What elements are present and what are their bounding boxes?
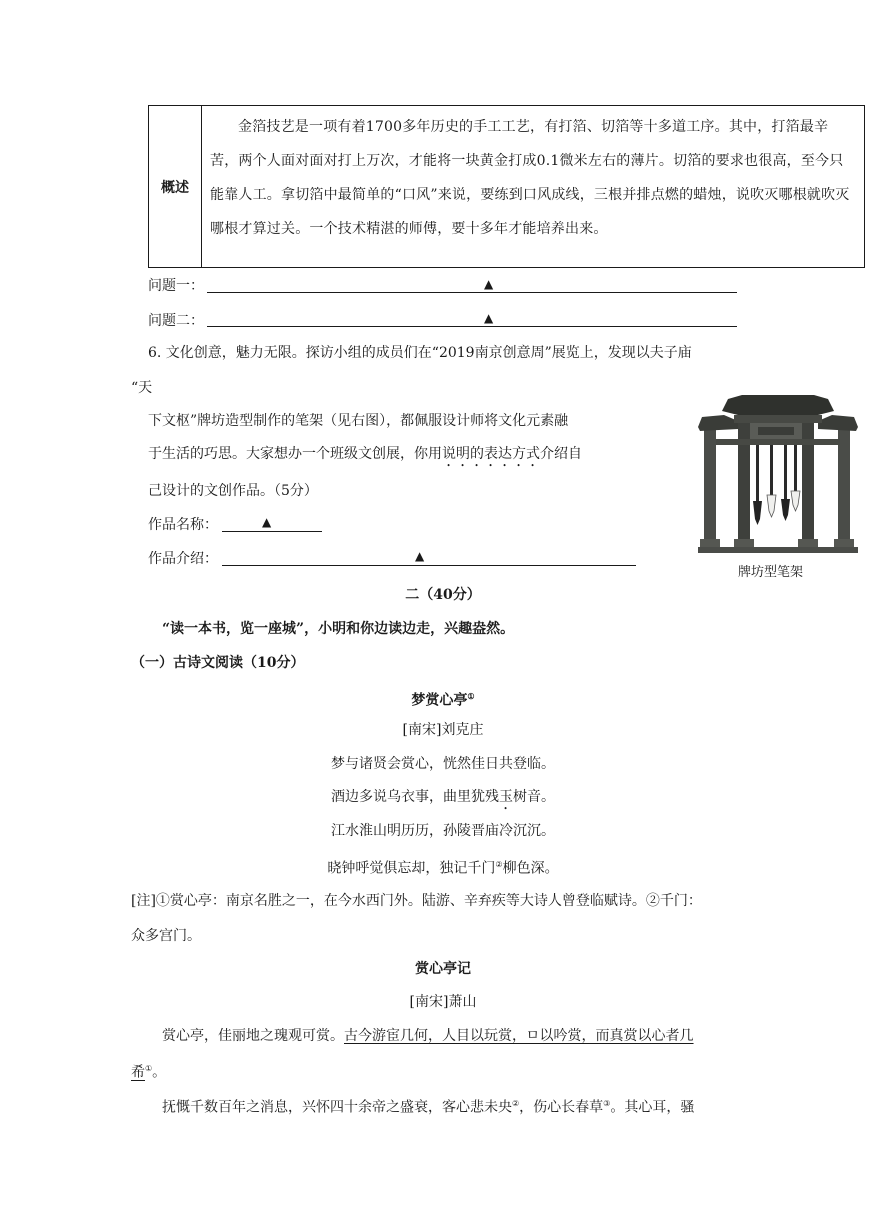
poem-line-2-start: 酒边多说乌衣事，曲里犹残 [331,789,499,805]
summary-table [148,105,865,268]
q6-line-4-start: 于生活的巧思。大家想办一个班级文创展，你用 [148,446,442,462]
essay-note-3: ③ [603,1099,611,1108]
archway-penholder-image [698,393,858,555]
q6-line-5: 己设计的文创作品。（5分） [148,483,318,499]
section-two-heading: 二（40分） [405,587,481,603]
essay-note-1: ① [145,1064,153,1073]
q6-line-3: 下文枢”牌坊造型制作的笔架（见右图），都佩服设计师将文化元素融 [148,413,569,429]
work-intro-triangle-icon: ▲ [415,549,425,563]
work-name-label: 作品名称： [148,517,218,533]
essay-author: [南宋]萧山 [409,994,477,1010]
image-caption: 牌坊型笔架 [738,565,804,580]
question-1-answer-line[interactable] [207,292,737,293]
essay-paragraph-1-line-1 [162,1026,694,1046]
essay-note-2: ② [512,1099,520,1108]
question-2-triangle-icon: ▲ [484,311,494,325]
poem-notes-line-2: 众多宫门。 [131,928,201,944]
essay-p2-middle: ，伤心长春草 [519,1099,604,1116]
q6-line-4-end: 介绍自 [540,446,582,462]
question-2-answer-line[interactable] [207,326,737,327]
poem-line-2 [148,787,738,813]
poem-line-3: 江水淮山明历历，孙陵晋庙冷沉沉。 [331,823,555,839]
essay-underlined-end: 希 [131,1064,145,1081]
q6-line-4 [148,444,582,470]
work-intro-answer-line[interactable] [222,565,636,566]
question-1-triangle-icon: ▲ [484,277,494,291]
essay-paragraph-2-line-1 [162,1094,694,1118]
poem-emphasis-char: 玉 [499,789,513,805]
poem-title-text: 梦赏心亭 [411,692,468,709]
question-2-label: 问题二： [148,313,204,329]
essay-title: 赏心亭记 [415,961,471,977]
essay-paragraph-1-line-2 [131,1059,166,1083]
poem-line-4 [148,855,738,879]
essay-underlined-sentence: 古今游宦几何，人目以玩赏，ㅁ以吟赏，而真赏以心者几 [344,1028,694,1044]
poem-line-2-end: 树音。 [513,789,555,805]
poem-author: [南宋]刘克庄 [402,722,484,738]
work-name-triangle-icon: ▲ [262,515,272,529]
essay-p1-period: 。 [152,1064,167,1081]
work-intro-label: 作品介绍： [148,551,218,567]
poem-line-4-note: ② [495,860,503,869]
summary-label: 概述 [149,106,202,268]
summary-paragraph: 金箔技艺是一项有着1700多年历史的手工工艺，有打箔、切箔等十多道工序。其中，打箔最辛苦，两个人面对面对打上万次，才能将一块黄金打成0.1微米左右的薄片。切箔的要求也很高，至今只能靠人工。拿切箔中最简单的“口风”来说，要练到口风成线，三根并排点燃的蜡烛，说吹灭哪根就吹灭哪根才算过关。一个技术精湛的师傅，要十多年才能培养出来。 [210,119,850,237]
poem-line-4-end: 柳色深。 [502,860,559,877]
q6-emphasis-text: 说明的表达方式 [442,446,540,462]
question-1-label: 问题一： [148,278,204,294]
q6-line-1: 6. 文化创意，魅力无限。探访小组的成员们在“2019南京创意周”展览上，发现以夫子庙 [148,345,692,361]
subsection-ancient-poetry: （一）古诗文阅读（10分） [131,655,305,671]
poem-line-4-start: 晓钟呼觉俱忘却，独记千门 [327,860,496,877]
essay-p1-start: 赏心亭，佳丽地之瑰观可赏。 [162,1028,344,1044]
section-two-lead: “读一本书，览一座城”，小明和你边读边走，兴趣盎然。 [162,621,515,637]
essay-p2-end: 。其心耳，骚 [610,1099,695,1116]
summary-text [202,106,865,268]
work-name-answer-line[interactable] [222,531,322,532]
poem-title [148,686,738,711]
q6-line-2: “天 [131,380,153,396]
poem-notes-line-1: [注]①赏心亭：南京名胜之一，在今水西门外。陆游、辛弃疾等大诗人曾登临赋诗。②千门： [131,893,702,909]
poem-line-1: 梦与诸贤会赏心，恍然佳日共登临。 [331,756,555,772]
poem-title-note: ① [467,691,475,701]
essay-p2-start: 抚慨千数百年之消息，兴怀四十余帝之盛衰，客心悲未央 [162,1099,512,1116]
